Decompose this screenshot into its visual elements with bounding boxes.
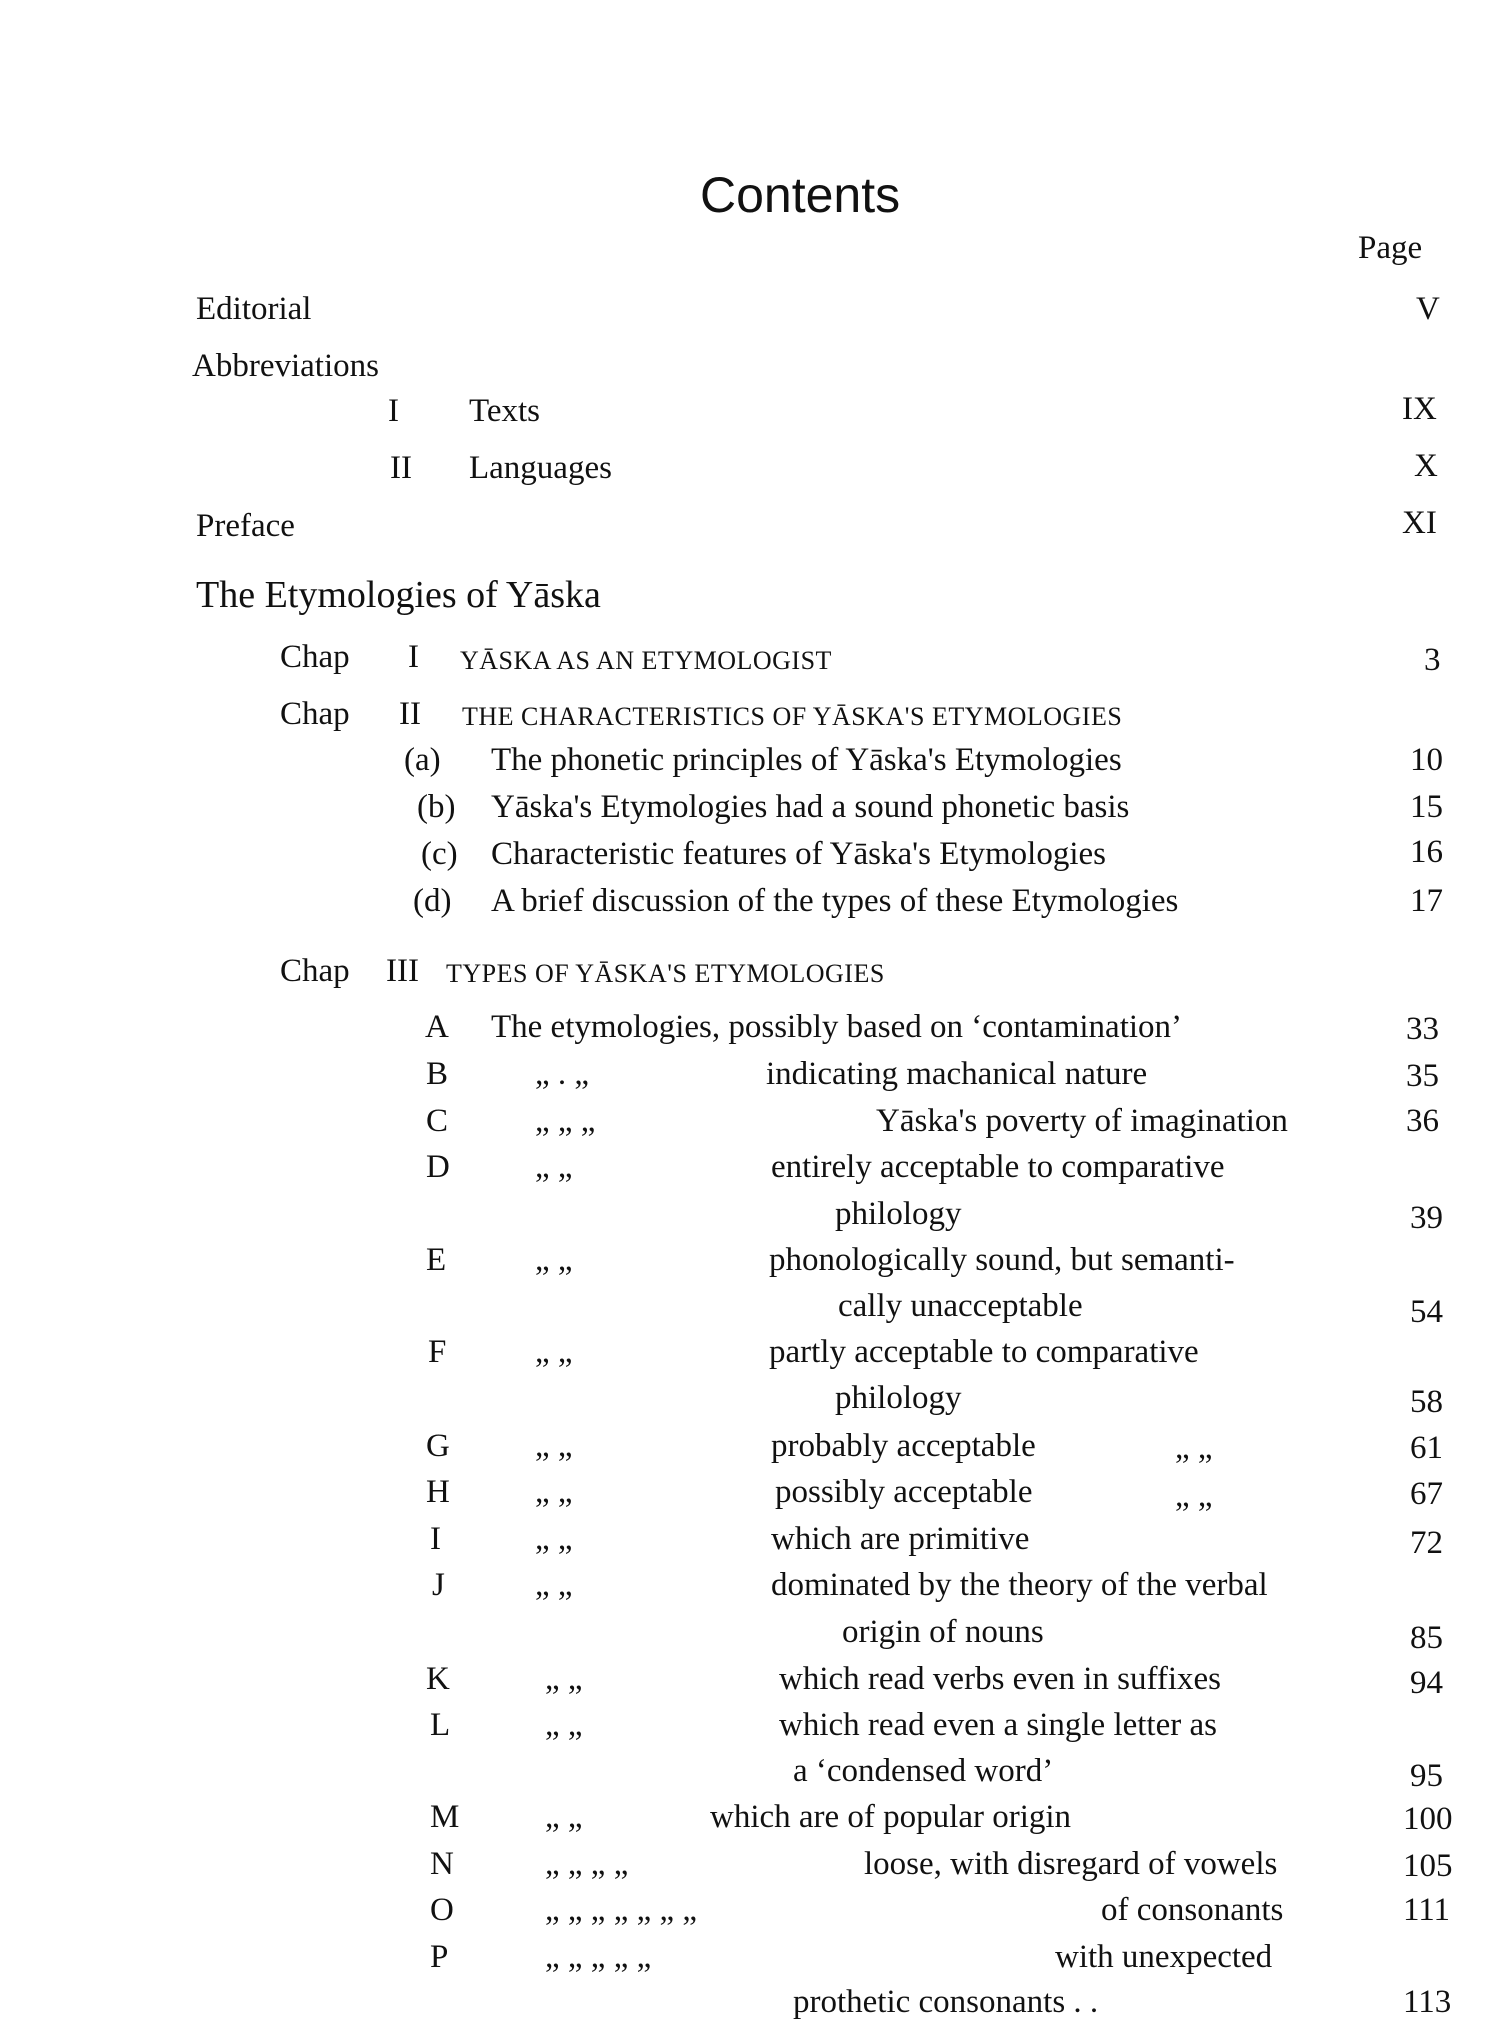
page-editorial: V <box>1416 291 1440 327</box>
item-page: 58 <box>1410 1384 1443 1420</box>
entry-abbreviations: Abbreviations <box>192 348 379 384</box>
entry-editorial: Editorial <box>196 291 312 327</box>
page-texts: IX <box>1402 391 1437 427</box>
item-letter: N <box>430 1846 454 1882</box>
page-preface: XI <box>1402 505 1437 541</box>
item-ditto: „ „ <box>535 1567 573 1603</box>
item-text: partly acceptable to comparative <box>769 1334 1199 1370</box>
item-text: Yāska's Etymologies had a sound phonetic basis <box>491 789 1130 825</box>
item-ditto: „ „ „ „ „ „ „ <box>545 1892 698 1928</box>
item-page: 72 <box>1410 1525 1443 1561</box>
entry-languages: Languages <box>469 450 612 486</box>
item-page: 67 <box>1410 1476 1443 1512</box>
item-ditto: „ „ „ „ „ <box>545 1939 652 1975</box>
item-page: 16 <box>1410 834 1443 870</box>
item-letter: H <box>426 1474 450 1510</box>
item-text: loose, with disregard of vowels <box>864 1846 1278 1882</box>
item-ditto: „ „ „ „ <box>545 1846 629 1882</box>
item-letter: E <box>426 1242 447 1278</box>
item-text: which read even a single letter as <box>779 1707 1217 1743</box>
item-ditto: „ „ <box>545 1707 583 1743</box>
chapter-number: II <box>399 696 421 732</box>
section-title: The Etymologies of Yāska <box>196 574 601 616</box>
item-ditto: „ „ <box>545 1661 583 1697</box>
item-text-continued: philology <box>835 1196 962 1232</box>
chapter-prefix: Chap <box>280 696 350 732</box>
item-text: phonologically sound, but semanti- <box>769 1242 1235 1278</box>
item-text-continued: a ‘condensed word’ <box>793 1753 1054 1789</box>
item-ditto: „ „ <box>535 1334 573 1370</box>
page-title: Contents <box>700 167 901 223</box>
entry-texts: Texts <box>469 393 541 429</box>
item-ditto: „ „ <box>535 1428 573 1464</box>
item-text: Characteristic features of Yāska's Etymologies <box>491 836 1107 872</box>
item-text: which are primitive <box>771 1521 1030 1557</box>
item-ditto: „ „ <box>535 1521 573 1557</box>
item-text: which are of popular origin <box>710 1799 1072 1835</box>
chapter-number: III <box>386 953 419 989</box>
item-marker: (b) <box>417 789 456 825</box>
item-ditto: „ „ <box>535 1474 573 1510</box>
item-letter: O <box>430 1892 454 1928</box>
item-marker: (c) <box>421 836 458 872</box>
item-text: Yāska's poverty of imagination <box>876 1103 1288 1139</box>
item-letter: J <box>432 1567 445 1603</box>
entry-preface: Preface <box>196 508 295 544</box>
item-letter: L <box>430 1707 451 1743</box>
item-page: 54 <box>1410 1294 1443 1330</box>
item-letter: D <box>426 1149 450 1185</box>
item-ditto: „ „ „ <box>535 1103 596 1139</box>
chapter-prefix: Chap <box>280 639 350 675</box>
item-text: which read verbs even in suffixes <box>779 1661 1222 1697</box>
entry-languages-num: II <box>390 450 412 486</box>
item-page: 39 <box>1410 1200 1443 1236</box>
item-text: dominated by the theory of the verbal <box>771 1567 1268 1603</box>
item-letter: M <box>430 1799 460 1835</box>
item-page: 36 <box>1406 1103 1439 1139</box>
item-ditto: „ „ <box>545 1799 583 1835</box>
item-text-continued: philology <box>835 1380 962 1416</box>
item-text: A brief discussion of the types of these Etymologies <box>491 883 1179 919</box>
item-ditto: „ „ <box>535 1242 573 1278</box>
item-text: possibly acceptable <box>775 1474 1033 1510</box>
item-letter: K <box>426 1661 450 1697</box>
item-text-continued: prothetic consonants . . <box>793 1984 1099 2020</box>
item-text-continued: cally unacceptable <box>838 1288 1083 1324</box>
item-page: 100 <box>1403 1801 1453 1837</box>
chapter-page: 3 <box>1424 642 1441 678</box>
item-page: 35 <box>1406 1058 1439 1094</box>
item-letter: C <box>426 1103 449 1139</box>
item-page: 33 <box>1406 1011 1439 1047</box>
item-ditto: „ „ <box>535 1149 573 1185</box>
item-page: 94 <box>1410 1665 1443 1701</box>
item-letter: P <box>430 1939 449 1975</box>
item-ditto-after: „ „ <box>1175 1430 1213 1466</box>
item-letter: F <box>428 1334 447 1370</box>
item-letter: B <box>426 1056 449 1092</box>
item-text: The etymologies, possibly based on ‘contamination’ <box>491 1009 1183 1045</box>
chapter-number: I <box>408 639 419 675</box>
item-page: 85 <box>1410 1620 1443 1656</box>
item-text: probably acceptable <box>771 1428 1036 1464</box>
page-languages: X <box>1414 448 1438 484</box>
item-text-continued: origin of nouns <box>842 1614 1044 1650</box>
item-letter: A <box>425 1009 449 1045</box>
chapter-title: YĀSKA AS AN ETYMOLOGIST <box>460 646 832 675</box>
item-text: entirely acceptable to comparative <box>771 1149 1225 1185</box>
item-marker: (a) <box>404 742 441 778</box>
item-letter: G <box>426 1428 450 1464</box>
item-text: with unexpected <box>1055 1939 1273 1975</box>
entry-texts-num: I <box>388 393 399 429</box>
item-page: 15 <box>1410 789 1443 825</box>
item-text: of consonants <box>1101 1892 1284 1928</box>
item-ditto-after: „ „ <box>1175 1478 1213 1514</box>
item-page: 17 <box>1410 883 1443 919</box>
item-page: 61 <box>1410 1430 1443 1466</box>
item-text: indicating machanical nature <box>766 1056 1148 1092</box>
item-page: 113 <box>1403 1984 1452 2020</box>
item-page: 10 <box>1410 742 1443 778</box>
item-letter: I <box>430 1521 441 1557</box>
chapter-title: THE CHARACTERISTICS OF YĀSKA'S ETYMOLOGIES <box>462 702 1123 731</box>
page-column-header: Page <box>1358 230 1423 266</box>
item-marker: (d) <box>413 883 452 919</box>
chapter-prefix: Chap <box>280 953 350 989</box>
item-ditto: „ . „ <box>535 1056 590 1092</box>
item-text: The phonetic principles of Yāska's Etymologies <box>491 742 1122 778</box>
item-page: 111 <box>1403 1892 1451 1928</box>
item-page: 105 <box>1403 1848 1453 1884</box>
chapter-title: TYPES OF YĀSKA'S ETYMOLOGIES <box>446 959 885 988</box>
item-page: 95 <box>1410 1758 1443 1794</box>
